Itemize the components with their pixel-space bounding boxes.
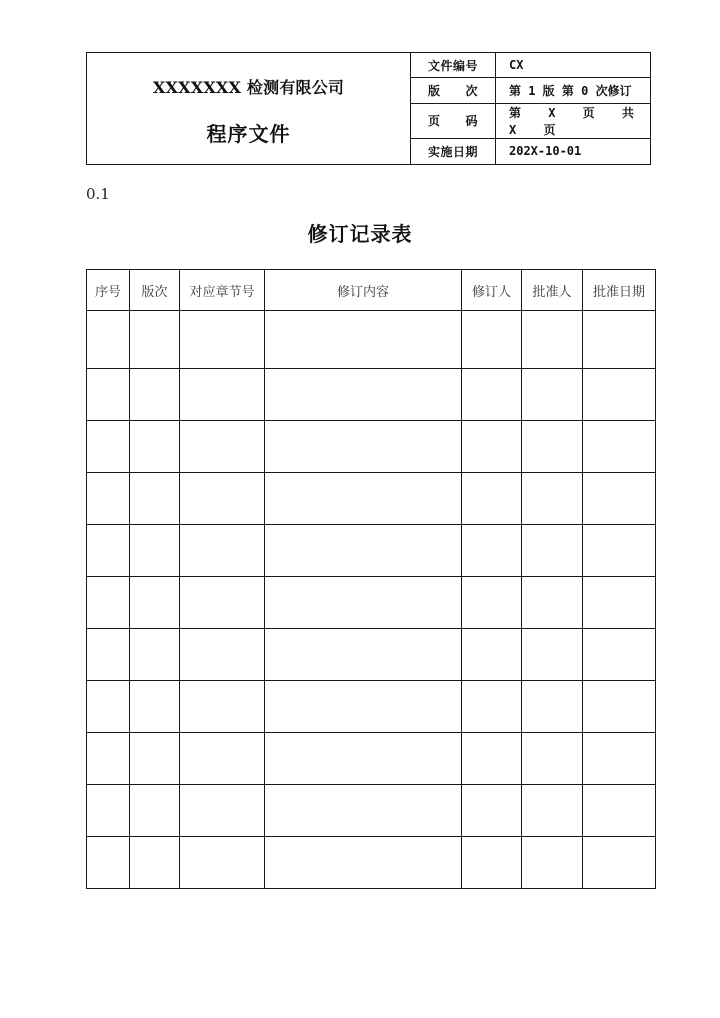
- document-header: [86, 52, 651, 165]
- table-cell[interactable]: [265, 733, 462, 785]
- table-cell[interactable]: [180, 525, 265, 577]
- edition-value: 第 1 版 第 0 次修订: [496, 78, 650, 103]
- col-header-serial: 序号: [87, 270, 130, 311]
- table-cell[interactable]: [265, 785, 462, 837]
- table-cell[interactable]: [130, 311, 180, 369]
- table-cell[interactable]: [180, 421, 265, 473]
- effective-date-label: 实施日期: [411, 139, 496, 164]
- table-cell[interactable]: [130, 785, 180, 837]
- table-cell[interactable]: [462, 421, 522, 473]
- table-cell[interactable]: [130, 837, 180, 889]
- table-body: [87, 311, 656, 889]
- table-cell[interactable]: [583, 525, 656, 577]
- table-row: [87, 733, 656, 785]
- table-cell[interactable]: [87, 785, 130, 837]
- company-name: XXXXXXX 检测有限公司: [152, 77, 345, 97]
- table-cell[interactable]: [87, 525, 130, 577]
- table-cell[interactable]: [462, 577, 522, 629]
- table-cell[interactable]: [583, 733, 656, 785]
- table-cell[interactable]: [522, 681, 583, 733]
- table-cell[interactable]: [265, 837, 462, 889]
- table-cell[interactable]: [462, 629, 522, 681]
- col-header-reviser: 修订人: [462, 270, 522, 311]
- header-info-grid: [411, 53, 650, 164]
- table-row: [87, 837, 656, 889]
- table-cell[interactable]: [522, 629, 583, 681]
- table-cell[interactable]: [522, 525, 583, 577]
- table-cell[interactable]: [462, 311, 522, 369]
- col-header-content: 修订内容: [265, 270, 462, 311]
- table-row: [87, 629, 656, 681]
- col-header-approver: 批准人: [522, 270, 583, 311]
- table-row: [87, 421, 656, 473]
- table-cell[interactable]: [130, 681, 180, 733]
- table-cell[interactable]: [130, 629, 180, 681]
- table-cell[interactable]: [180, 311, 265, 369]
- table-cell[interactable]: [87, 733, 130, 785]
- table-cell[interactable]: [462, 681, 522, 733]
- table-cell[interactable]: [462, 733, 522, 785]
- table-cell[interactable]: [180, 681, 265, 733]
- table-cell[interactable]: [130, 369, 180, 421]
- table-cell[interactable]: [180, 785, 265, 837]
- table-cell[interactable]: [180, 733, 265, 785]
- table-cell[interactable]: [583, 311, 656, 369]
- table-cell[interactable]: [130, 577, 180, 629]
- table-header-row: [87, 270, 656, 311]
- table-cell[interactable]: [522, 473, 583, 525]
- table-cell[interactable]: [583, 577, 656, 629]
- table-cell[interactable]: [522, 577, 583, 629]
- edition-label: 版 次: [411, 78, 496, 103]
- doc-number-label: 文件编号: [411, 53, 496, 78]
- revision-record-table: [86, 269, 656, 889]
- table-cell[interactable]: [87, 311, 130, 369]
- document-type: 程序文件: [206, 121, 291, 146]
- page-title: 修订记录表: [307, 222, 413, 246]
- table-cell[interactable]: [462, 473, 522, 525]
- table-cell[interactable]: [180, 369, 265, 421]
- table-cell[interactable]: [265, 473, 462, 525]
- table-cell[interactable]: [130, 421, 180, 473]
- table-cell[interactable]: [462, 785, 522, 837]
- table-cell[interactable]: [265, 577, 462, 629]
- table-cell[interactable]: [583, 473, 656, 525]
- table-cell[interactable]: [583, 837, 656, 889]
- table-cell[interactable]: [583, 681, 656, 733]
- table-cell[interactable]: [462, 837, 522, 889]
- table-row: [87, 681, 656, 733]
- table-cell[interactable]: [522, 733, 583, 785]
- table-cell[interactable]: [583, 421, 656, 473]
- table-cell[interactable]: [87, 577, 130, 629]
- table-cell[interactable]: [265, 629, 462, 681]
- table-row: [87, 473, 656, 525]
- table-cell[interactable]: [87, 837, 130, 889]
- table-cell[interactable]: [522, 785, 583, 837]
- col-header-section: 对应章节号: [180, 270, 265, 311]
- table-cell[interactable]: [583, 369, 656, 421]
- table-cell[interactable]: [87, 369, 130, 421]
- table-row: [87, 311, 656, 369]
- table-cell[interactable]: [265, 311, 462, 369]
- table-cell[interactable]: [180, 577, 265, 629]
- page-label: 页 码: [411, 104, 496, 139]
- table-cell[interactable]: [522, 311, 583, 369]
- table-cell[interactable]: [265, 681, 462, 733]
- header-title-block: [87, 53, 411, 164]
- table-cell[interactable]: [522, 369, 583, 421]
- table-row: [87, 785, 656, 837]
- table-cell[interactable]: [583, 629, 656, 681]
- table-cell[interactable]: [180, 629, 265, 681]
- table-row: [87, 577, 656, 629]
- table-cell[interactable]: [462, 369, 522, 421]
- table-cell[interactable]: [180, 837, 265, 889]
- section-number: 0.1: [86, 185, 110, 203]
- table-cell[interactable]: [130, 525, 180, 577]
- table-cell[interactable]: [583, 785, 656, 837]
- table-cell[interactable]: [522, 837, 583, 889]
- table-cell[interactable]: [87, 681, 130, 733]
- table-cell[interactable]: [130, 473, 180, 525]
- col-header-edition: 版次: [130, 270, 180, 311]
- table-cell[interactable]: [130, 733, 180, 785]
- table-row: [87, 369, 656, 421]
- table-cell[interactable]: [87, 421, 130, 473]
- table-cell[interactable]: [265, 525, 462, 577]
- table-cell[interactable]: [265, 369, 462, 421]
- table-cell[interactable]: [265, 421, 462, 473]
- table-cell[interactable]: [180, 473, 265, 525]
- table-cell[interactable]: [87, 629, 130, 681]
- effective-date-value: 202X-10-01: [509, 144, 582, 159]
- page-value: 第 X 页 共 X 页: [496, 104, 650, 139]
- table-cell[interactable]: [462, 525, 522, 577]
- table-cell[interactable]: [522, 421, 583, 473]
- table-cell[interactable]: [87, 473, 130, 525]
- table-row: [87, 525, 656, 577]
- doc-number-value: CX: [496, 53, 650, 78]
- col-header-approval-date: 批准日期: [583, 270, 656, 311]
